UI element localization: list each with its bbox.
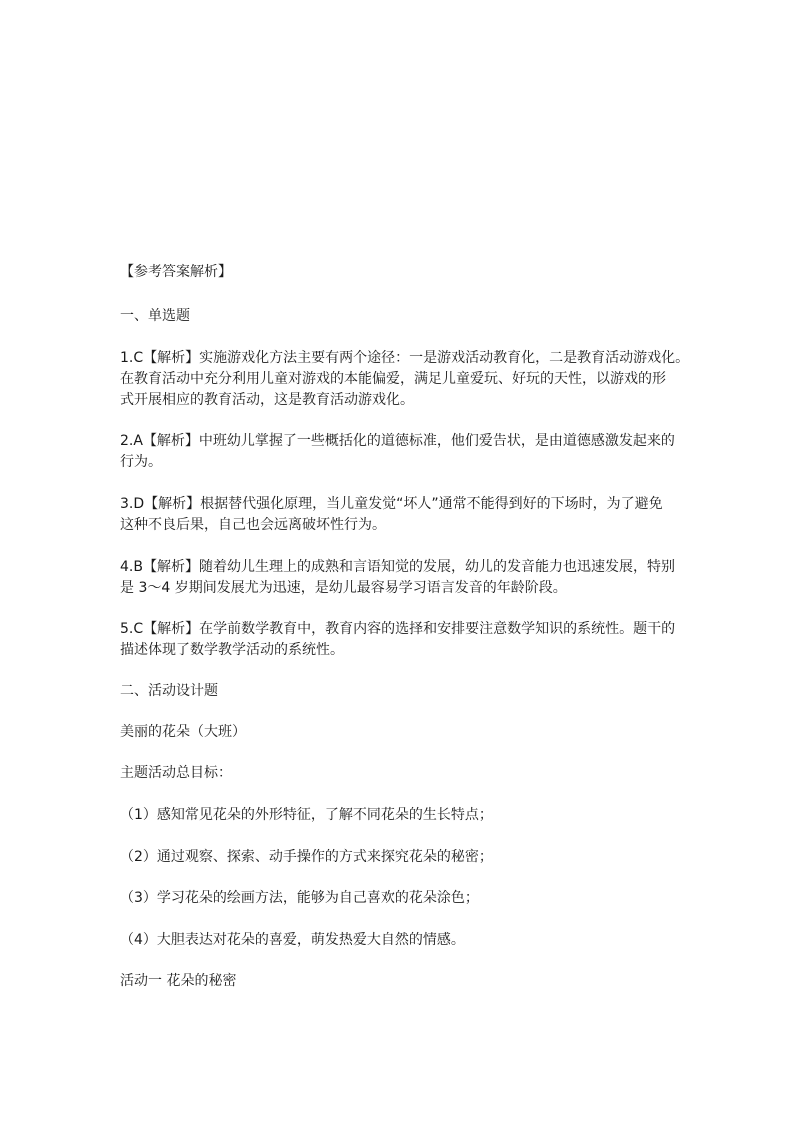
activity-title: 美丽的花朵（大班）: [120, 724, 246, 740]
activity-one-heading: 活动一 花朵的秘密: [120, 973, 237, 989]
goal-item-3: （3）学习花朵的绘画方法，能够为自己喜欢的花朵涂色；: [120, 890, 479, 906]
goal-item-2: （2）通过观察、探索、动手操作的方式来探究花朵的秘密；: [120, 849, 493, 865]
section-heading-activity-design: 二、活动设计题: [120, 683, 218, 699]
answer-item-4: [120, 557, 676, 599]
answer-line: 4.B【解析】随着幼儿生理上的成熟和言语知觉的发展，幼儿的发音能力也迅速发展，特别: [120, 559, 675, 575]
answer-key-heading: 【参考答案解析】: [120, 264, 232, 280]
answer-line: 2.A【解析】中班幼儿掌握了一些概括化的道德标准，他们爱告状，是由道德感激发起来的: [120, 433, 675, 449]
answer-item-1: [120, 348, 690, 411]
answer-line: 式开展相应的教育活动，这是教育活动游戏化。: [120, 392, 414, 408]
answer-line: 行为。: [120, 454, 162, 470]
answer-line: 3.D【解析】根据替代强化原理，当儿童发觉“坏人”通常不能得到好的下场时，为了避免: [120, 496, 663, 512]
answer-item-2: [120, 431, 676, 473]
answer-line: 是 3～4 岁期间发展尤为迅速，是幼儿最容易学习语言发音的年龄阶段。: [120, 580, 567, 596]
answer-line: 1.C【解析】实施游戏化方法主要有两个途径：一是游戏活动教育化，二是教育活动游戏化。: [120, 350, 690, 366]
goal-item-4: （4）大胆表达对花朵的喜爱，萌发热爱大自然的情感。: [120, 932, 465, 948]
answer-item-5: [120, 619, 676, 661]
answer-item-3: [120, 494, 676, 536]
goal-item-1: （1）感知常见花朵的外形特征，了解不同花朵的生长特点；: [120, 807, 493, 823]
goal-heading: 主题活动总目标：: [120, 765, 232, 781]
answer-line: 在教育活动中充分利用儿童对游戏的本能偏爱，满足儿童爱玩、好玩的天性，以游戏的形: [120, 371, 666, 387]
answer-line: 5.C【解析】在学前数学教育中，教育内容的选择和安排要注意数学知识的系统性。题干的: [120, 621, 676, 637]
answer-line: 这种不良后果，自己也会远离破坏性行为。: [120, 517, 386, 533]
answer-line: 描述体现了数学教学活动的系统性。: [120, 642, 344, 658]
section-heading-single-choice: 一、单选题: [120, 308, 190, 324]
